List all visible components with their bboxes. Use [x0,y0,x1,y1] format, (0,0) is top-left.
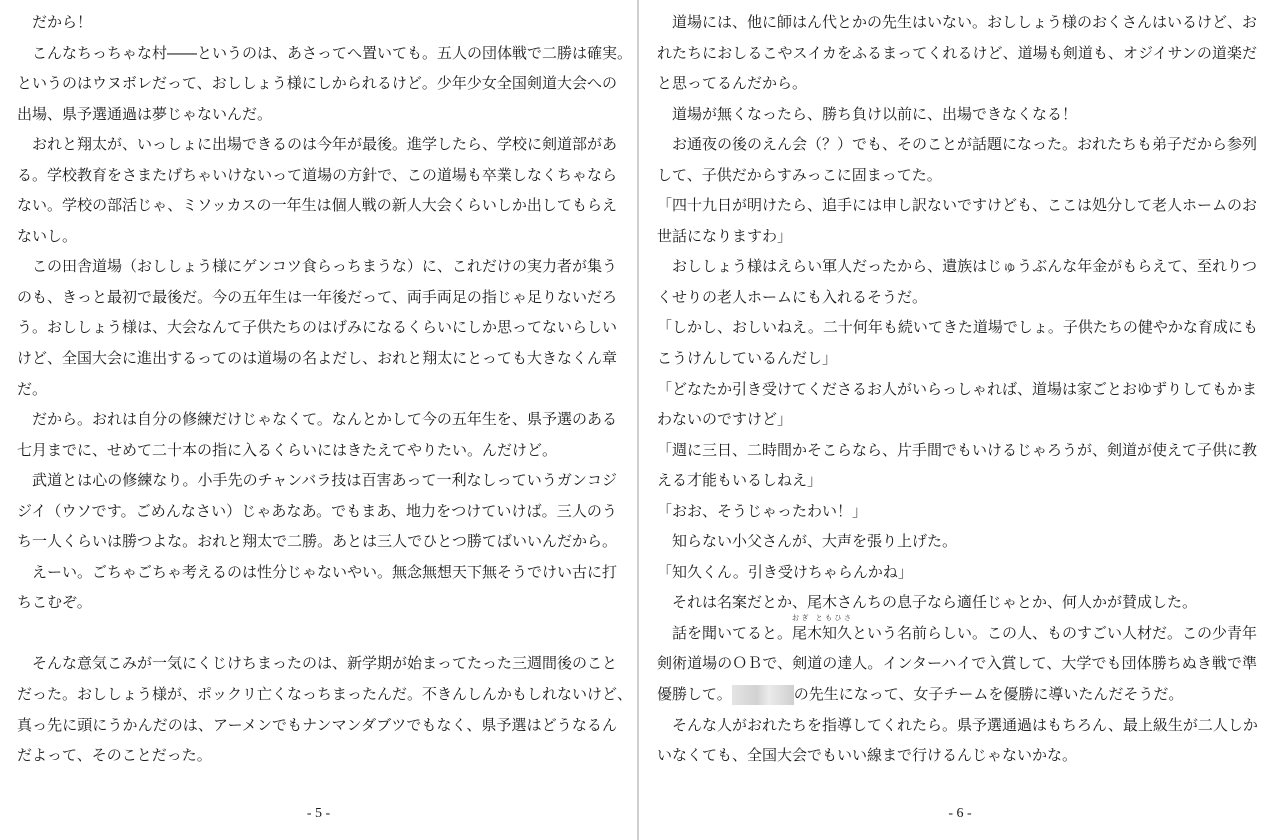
text-line [657,679,1257,710]
line-segment: 話を聞いてると。 [657,623,793,642]
text-line: そんな意気こみが一気にくじけちまったのは、新学期が始まってたった三週間後のこと [17,654,618,673]
text-line: こうけんしているんだし」 [657,349,838,368]
page-number: - 5 - [306,806,331,821]
text-line: 「四十九日が明けたら、追手には申し訳ないですけども、ここは処分して老人ホームのお [657,196,1258,215]
text-line: 「どなたか引き受けてくださるお人がいらっしゃれば、道場は家ごとおゆずりしてもかま [657,379,1258,398]
text-line: ち一人くらいは勝つよな。おれと翔太で二勝。あとは三人でひとつ勝てばいいんだから。 [17,532,617,551]
text-line: だよって、そのことだった。 [17,746,212,765]
text-line: ない。学校の部活じゃ、ミソッカスの一年生は個人戦の新人大会くらいしか出してもらえ [17,196,617,215]
text-line: だ。 [17,379,48,398]
text-line: くせりの老人ホームにも入れるそうだ。 [657,287,928,306]
text-line: お通夜の後のえん会（？）でも、そのことが話題になった。おれたちも弟子だから参列 [657,135,1258,154]
text-line: おれと翔太が、いっしょに出場できるのは今年が最後。進学したら、学校に剣道部があ [17,135,618,154]
text-line [657,613,1258,649]
page-number: - 6 - [948,806,972,821]
text-line: ジイ（ウソです。ごめんなさい）じゃあなあ。でもまあ、地力をつけていけば。三人のう [17,501,617,520]
ruby-base: 尾木知久 [792,623,853,642]
text-line: のも、きっと最初で最後だ。今の五年生は一年後だって、両手両足の指じゃ足りないだろ [17,287,617,306]
text-line: 剣術道場のＯＢで、剣道の達人。インターハイで入賞して、大学でも団体勝ちぬき戦で準 [657,654,1257,673]
text-line: いなくても、全国大会でもいい線まで行けるんじゃないかな。 [657,746,1078,765]
ruby-name [792,613,853,649]
text-line: おししょう様はえらい軍人だったから、遺族はじゅうぶんな年金がもらえて、至れりつ [657,257,1257,276]
text-line: 知らない小父さんが、大声を張り上げた。 [657,532,958,551]
line-segment: の先生になって、女子チームを優勝に導いたんだそうだ。 [793,685,1184,704]
text-line: して、子供だからすみっこに固まってた。 [657,165,942,184]
line-segment: 優勝して。 [657,685,732,704]
text-line: 道場が無くなったら、勝ち負け以前に、出場できなくなる！ [657,104,1078,123]
text-line: ちこむぞ。 [17,593,92,612]
text-line: わないのですけど」 [657,410,793,429]
text-line: る。学校教育をさまたげちゃいけないって道場の方針で、この道場も卒業しなくちゃなら [17,165,617,184]
text-line: う。おししょう様は、大会なんて子供たちのはげみになるくらいにしか思ってないらしい [17,318,618,337]
text-line: 七月までに、せめて二十本の指に入るくらいにはきたえてやりたい。んだけど。 [17,440,558,459]
text-line: と思ってるんだから。 [657,74,808,93]
text-line: 「知久くん。引き受けちゃらんかね」 [657,562,913,581]
text-line: 武道とは心の修練なり。小手先のチャンバラ技は百害あって一利なしっていうガンコジ [17,471,617,490]
text-line: れたちにおしるこやスイカをふるまってくれるけど、道場も剣道も、オジイサンの道楽だ [657,43,1257,62]
text-line: 出場、県予選通過は夢じゃないんだ。 [17,104,273,123]
text-line: 道場には、他に師はん代とかの先生はいない。おししょう様のおくさんはいるけど、お [657,13,1258,31]
line-segment: という名前らしい。この人、ものすごい人材だ。この少青年 [852,623,1258,642]
text-line: える才能もいるしねえ」 [657,471,823,490]
page-body [17,7,633,771]
text-line: ないし。 [17,226,78,245]
text-line: 世話になりますわ」 [657,226,793,245]
text-line: えーい。ごちゃごちゃ考えるのは性分じゃないやい。無念無想天下無そうでけい古に打 [17,562,618,581]
text-line: 真っ先に頭にうかんだのは、アーメンでもナンマンダブツでもなく、県予選はどうなるん [17,715,617,734]
text-line: こんなちっちゃな村――というのは、あさってへ置いても。五人の団体戦で二勝は確実。 [17,43,633,62]
page-left [0,0,637,840]
page-right [640,0,1280,840]
text-line: だから！ [17,13,93,31]
text-line: 「週に三日、二時間かそこらなら、片手間でもいけるじゃろうが、剣道が使えて子供に教 [657,440,1258,459]
text-line: だから。おれは自分の修練だけじゃなくて。なんとかして今の五年生を、県予選のある [17,410,617,429]
text-line: この田舎道場（おししょう様にゲンコツ食らっちまうな）に、これだけの実力者が集う [17,257,617,276]
text-line: そんな人がおれたちを指導してくれたら。県予選通過はもちろん、最上級生が二人しか [657,715,1258,734]
page-body [657,7,1257,771]
text-line [17,618,617,649]
text-line: 「おお、そうじゃったわい！」 [657,501,868,520]
page-divider [637,0,639,840]
text-line: けど、全国大会に進出するってのは道場の名よだし、おれと翔太にとっても大きなくん章 [17,349,617,368]
blurred-redaction [732,685,794,705]
text-line: というのはウヌボレだって、おししょう様にしかられるけど。少年少女全国剣道大会への [17,74,617,93]
text-line: それは名案だとか、尾木さんちの息子なら適任じゃとか、何人かが賛成した。 [657,593,1198,612]
ruby-reading: おぎ ともひさ [792,613,853,622]
text-line: だった。おししょう様が、ポックリ亡くなっちまったんだ。不きんしんかもしれないけど、 [17,685,633,704]
text-line: 「しかし、おしいねえ。二十何年も続いてきた道場でしょ。子供たちの健やかな育成にも [657,318,1258,337]
